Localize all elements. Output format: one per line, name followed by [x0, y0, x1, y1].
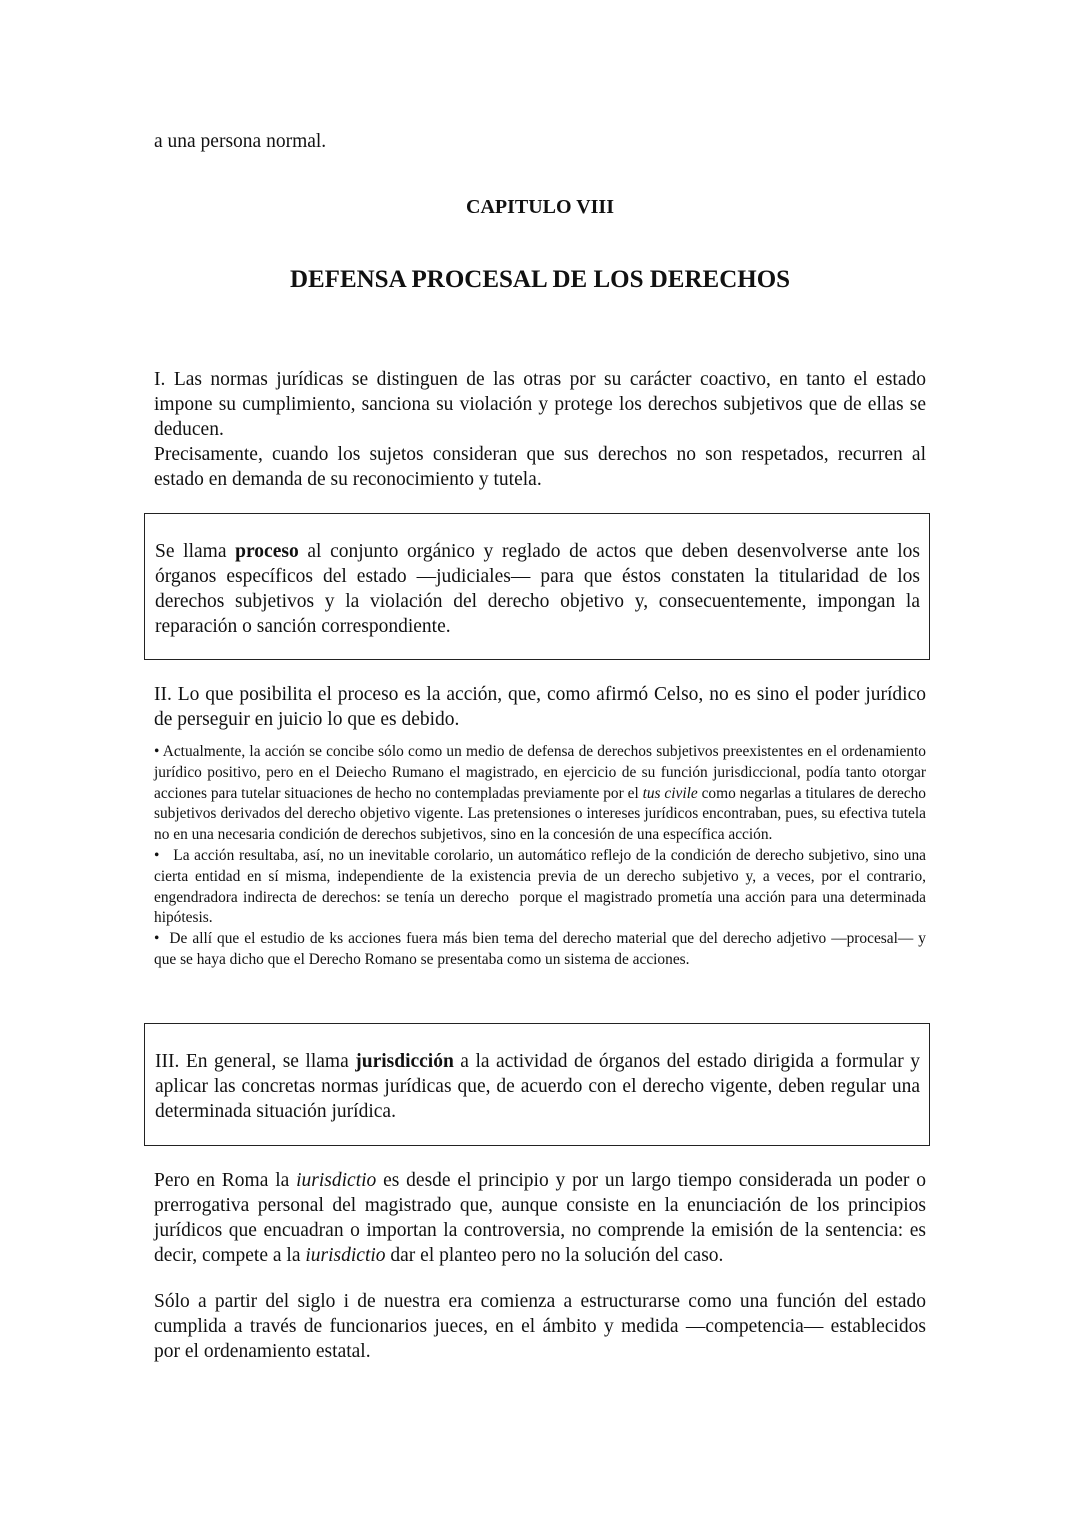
bullet-3: • De allí que el estudio de ks acciones fuera más bien tema del derecho material que del derecho adjetivo —procesal— y que se haya dicho que el Derecho Romano se presentaba como un sistema de acciones. — [154, 930, 930, 968]
section-2-paragraph-1: II. Lo que posibilita el proceso es la acción, que, como afirmó Celso, no es sino el poder jurídico de perseguir en juicio lo que es debido. — [154, 684, 926, 730]
bullet-2: • La acción resultaba, así, no un inevitable corolario, un automático reflejo de la condición de derecho subjetivo, sino una cierta entidad en sí misma, independiente de la existencia previa de un derecho subjetivo y, a veces, por el contrario, engendradora indirecta de derechos: se tenía un derecho porque el magistrado prometía una acción para una determinada hipótesis. — [154, 846, 930, 927]
definition-box-jurisdiccion — [144, 1023, 930, 1146]
text: Pero en Roma la — [154, 1170, 297, 1191]
text: es desde el principio y por un largo tiempo considerada un poder o prerrogativa personal del magistrado que, aunque consiste en la enunciación de los principios jurídicos que encuadran o importan la controversia, no comprende la emisión de la sentencia: es decir, compete a la — [154, 1170, 926, 1266]
italic-term: tus civile — [642, 784, 698, 802]
section-2 — [154, 682, 930, 971]
bullet-1 — [154, 742, 926, 846]
definition-proceso — [155, 539, 920, 639]
section-3 — [154, 1168, 926, 1364]
intro-tail-text: a una persona normal. — [154, 131, 327, 152]
term-jurisdiccion: jurisdicción — [355, 1051, 454, 1072]
definition-box-proceso — [144, 513, 930, 660]
section-1 — [154, 367, 926, 492]
section-1-paragraph-1: I. Las normas jurídicas se distinguen de las otras por su carácter coactivo, en tanto el estado impone su cumplimiento, sanciona su violación y protege los derechos subjetivos que de ellas se deducen. — [154, 369, 926, 440]
text: como negarlas a titulares de derecho subjetivos derivados del derecho objetivo vigente. Las pretensiones o intereses jurídicos encontraban, pues, su efectiva tutela no en una necesaria condición de derechos subjetivos, sino en la concesión de una específica acción. — [154, 784, 926, 844]
section-1-paragraph-2: Precisamente, cuando los sujetos consideran que sus derechos no son respetados, recurren al estado en demanda de su reconocimiento y tutela. — [154, 444, 926, 490]
page-title: DEFENSA PROCESAL DE LOS DERECHOS — [289, 266, 791, 293]
term-proceso: proceso — [235, 541, 299, 562]
text: a la actividad de órganos del estado dirigida a formular y aplicar las concretas normas jurídicas que, de acuerdo con el derecho vigente, deben regular una determinada situación jurídica. — [155, 1051, 921, 1122]
text: al conjunto orgánico y reglado de actos que deben desenvolverse ante los órganos específicos del estado —judiciales— para que éstos constaten la titularidad de los derechos subjetivos y la violación del derecho objetivo y, consecuentemente, impongan la reparación o sanción correspondiente. — [155, 541, 920, 637]
section-3-paragraph-2: Sólo a partir del siglo i de nuestra era comienza a estructurarse como una función del estado cumplida a través de funcionarios jueces, en el ámbito y medida —competencia— establecidos por el ordenamiento estatal. — [154, 1291, 926, 1362]
section-3-paragraph-1 — [154, 1168, 926, 1268]
italic-term: iurisdictio — [296, 1170, 377, 1191]
text: III. En general, se llama — [155, 1051, 356, 1072]
text: • Actualmente, la acción se concibe sólo como un medio de defensa de derechos subjetivos preexistentes en el ordenamiento jurídico positivo, pero en el Deiecho Rumano el magistrado, en ejercicio de su función jurisdiccional, podía tanto otorgar acciones para tutelar situaciones de hecho no contempladas previamente por el — [154, 743, 926, 802]
italic-term: iurisdictio — [305, 1245, 386, 1266]
chapter-label: CAPITULO VIII — [466, 196, 614, 218]
text: dar el planteo pero no la solución del caso. — [385, 1245, 724, 1266]
definition-jurisdiccion — [155, 1049, 920, 1124]
text: Se llama — [155, 541, 236, 562]
